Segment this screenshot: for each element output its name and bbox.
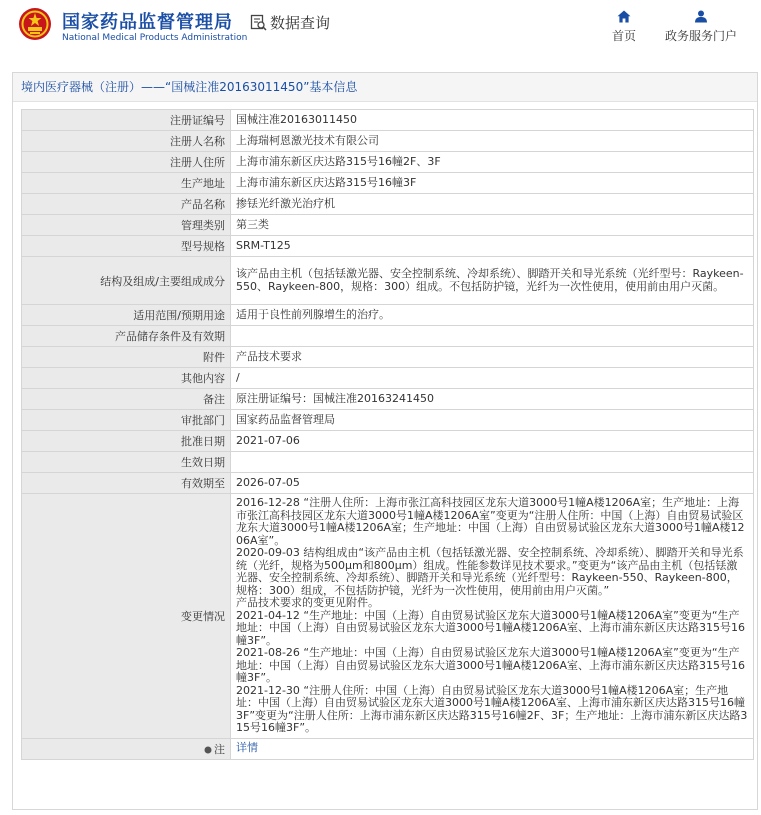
field-label: 注册人名称 bbox=[22, 131, 231, 152]
field-label: 产品储存条件及有效期 bbox=[22, 326, 231, 347]
note-row bbox=[22, 738, 754, 759]
details-link[interactable]: 详情 bbox=[236, 741, 258, 755]
field-label: 审批部门 bbox=[22, 410, 231, 431]
field-label: 结构及组成/主要组成成分 bbox=[22, 257, 231, 305]
change-entry: 2021-08-26 “生产地址：中国（上海）自由贸易试验区龙东大道3000号1幢A楼1206A室”变更为“生产地址：中国（上海）自由贸易试验区龙东大道3000号1幢A楼1206A室、上海市浦东新区庆达路315号16幢3F”。 bbox=[236, 646, 746, 684]
change-entry: 2020-09-03 结构组成由“该产品由主机（包括铥激光器、安全控制系统、冷却系统）、脚踏开关和导光系统（光纤，规格为500μm和800μm）组成。性能参数详见技术要求。”变更为“该产品由主机（包括铥激光器、安全控制系统、冷却系统）、脚踏开关和导光系统（光纤型号：Raykeen-550、Raykeen-800，规格：300）组成，不包括防护镜，光纤为一次性使用，使用前由用户灭菌。” bbox=[236, 546, 744, 597]
change-history-row bbox=[22, 494, 754, 739]
field-label: 适用范围/预期用途 bbox=[22, 305, 231, 326]
device-info-table bbox=[21, 109, 754, 760]
field-value: 产品技术要求 bbox=[231, 347, 754, 368]
nav-home[interactable] bbox=[612, 10, 636, 44]
nav-gov-service-portal[interactable] bbox=[665, 10, 737, 44]
data-query-link[interactable] bbox=[250, 12, 330, 33]
bullet-icon bbox=[204, 746, 212, 754]
table-row bbox=[22, 326, 754, 347]
field-label: 产品名称 bbox=[22, 194, 231, 215]
field-label: 附件 bbox=[22, 347, 231, 368]
national-emblem-icon bbox=[18, 7, 52, 41]
field-label: 生产地址 bbox=[22, 173, 231, 194]
table-row bbox=[22, 236, 754, 257]
note-value bbox=[231, 738, 754, 759]
field-label: 型号规格 bbox=[22, 236, 231, 257]
user-icon bbox=[694, 10, 708, 23]
field-value: 该产品由主机（包括铥激光器、安全控制系统、冷却系统）、脚踏开关和导光系统（光纤型号：Raykeen-550、Raykeen-800，规格：300）组成。不包括防护镜，光纤为一次性使用，使用前由用户灭菌。 bbox=[231, 257, 754, 305]
field-value: / bbox=[231, 368, 754, 389]
field-value: SRM-T125 bbox=[231, 236, 754, 257]
table-row bbox=[22, 410, 754, 431]
table-row bbox=[22, 347, 754, 368]
table-row bbox=[22, 368, 754, 389]
table-row bbox=[22, 473, 754, 494]
field-value: 上海市浦东新区庆达路315号16幢2F、3F bbox=[231, 152, 754, 173]
field-value: 原注册证编号：国械注准20163241450 bbox=[231, 389, 754, 410]
table-row bbox=[22, 194, 754, 215]
table-row bbox=[22, 389, 754, 410]
table-row bbox=[22, 215, 754, 236]
field-value bbox=[231, 326, 754, 347]
change-entry: 产品技术要求的变更见附件。 bbox=[236, 596, 379, 609]
field-value: 上海瑞柯恩激光技术有限公司 bbox=[231, 131, 754, 152]
note-label-text: 注 bbox=[214, 742, 225, 756]
change-entry: 2021-04-12 “生产地址：中国（上海）自由贸易试验区龙东大道3000号1幢A楼1206A室”变更为“生产地址：中国（上海）自由贸易试验区龙东大道3000号1幢A楼1206A室、上海市浦东新区庆达路315号16幢3F”。 bbox=[236, 608, 746, 647]
change-history bbox=[231, 494, 754, 739]
field-label: 生效日期 bbox=[22, 452, 231, 473]
table-row bbox=[22, 452, 754, 473]
table-row bbox=[22, 257, 754, 305]
field-label: 批准日期 bbox=[22, 431, 231, 452]
table-row bbox=[22, 110, 754, 131]
nav-gov-label: 政务服务门户 bbox=[665, 29, 738, 43]
site-title: 国家药品监督管理局 bbox=[62, 12, 233, 33]
field-value: 第三类 bbox=[231, 215, 754, 236]
nav-home-label: 首页 bbox=[612, 29, 637, 43]
data-query-label: 数据查询 bbox=[270, 14, 331, 32]
field-value bbox=[231, 452, 754, 473]
data-query-icon bbox=[250, 14, 267, 31]
home-icon bbox=[617, 10, 631, 23]
site-subtitle: National Medical Products Administration bbox=[62, 33, 248, 43]
change-entry: 2021-12-30 “注册人住所：中国（上海）自由贸易试验区龙东大道3000号1幢A楼1206A室；生产地址：中国（上海）自由贸易试验区龙东大道3000号1幢A楼1206A室、上海市浦东新区庆达路315号16幢3F”变更为“注册人住所：上海市浦东新区庆达路315号16幢2F、3F；生产地址：上海市浦东新区庆达路315号16幢3F”。 bbox=[236, 683, 748, 734]
note-label bbox=[22, 738, 231, 759]
breadcrumb-text: 境内医疗器械（注册）——“国械注准20163011450”基本信息 bbox=[21, 80, 358, 94]
content-panel bbox=[12, 72, 758, 810]
field-label: 备注 bbox=[22, 389, 231, 410]
site-header bbox=[0, 0, 761, 62]
table-row bbox=[22, 431, 754, 452]
table-row bbox=[22, 152, 754, 173]
field-label: 注册证编号 bbox=[22, 110, 231, 131]
field-value: 适用于良性前列腺增生的治疗。 bbox=[231, 305, 754, 326]
table-row bbox=[22, 173, 754, 194]
field-value: 国械注准20163011450 bbox=[231, 110, 754, 131]
change-entry: 2016-12-28 “注册人住所：上海市张江高科技园区龙东大道3000号1幢A楼1206A室；生产地址：上海市张江高科技园区龙东大道3000号1幢A楼1206A室”变更为“注册人住所：中国（上海）自由贸易试验区龙东大道3000号1幢A楼1206A室；生产地址：中国（上海）自由贸易试验区龙东大道3000号1幢A楼1206A室”。 bbox=[236, 496, 745, 547]
field-value: 2026-07-05 bbox=[231, 473, 754, 494]
field-label: 变更情况 bbox=[22, 494, 231, 739]
field-value: 掺铥光纤激光治疗机 bbox=[231, 194, 754, 215]
table-row bbox=[22, 305, 754, 326]
field-value: 上海市浦东新区庆达路315号16幢3F bbox=[231, 173, 754, 194]
field-label: 管理类别 bbox=[22, 215, 231, 236]
breadcrumb bbox=[13, 73, 757, 102]
field-label: 有效期至 bbox=[22, 473, 231, 494]
field-value: 国家药品监督管理局 bbox=[231, 410, 754, 431]
field-label: 注册人住所 bbox=[22, 152, 231, 173]
table-row bbox=[22, 131, 754, 152]
field-label: 其他内容 bbox=[22, 368, 231, 389]
field-value: 2021-07-06 bbox=[231, 431, 754, 452]
